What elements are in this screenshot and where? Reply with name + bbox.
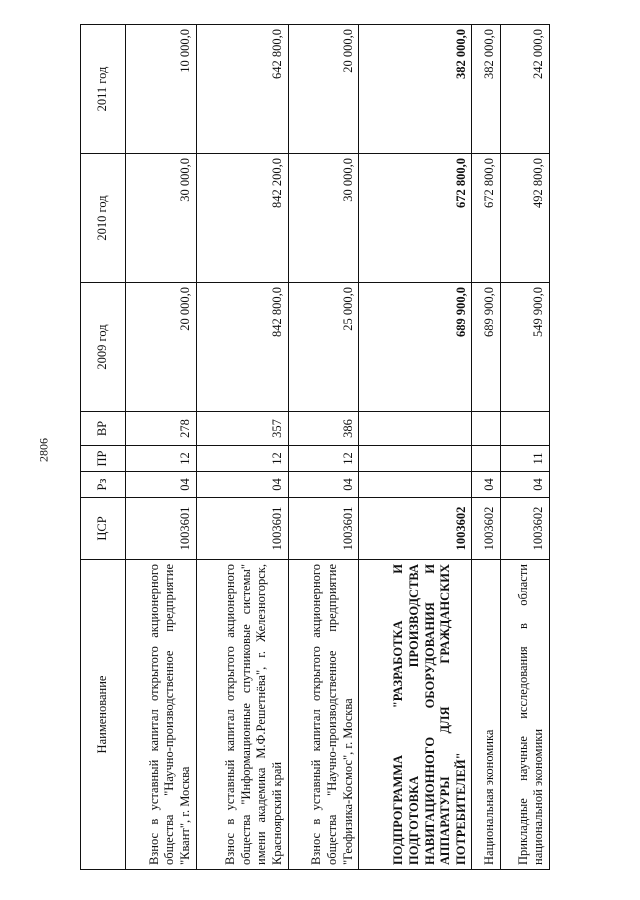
row-vr: 357: [196, 412, 288, 446]
row-2010: 492 800,0: [500, 154, 549, 283]
row-name: Взнос в уставный капитал открытого акционерного общества "Научно-производственное предприятие "Геофизика-Космос", г. Москва: [288, 560, 359, 870]
row-vr: 386: [288, 412, 359, 446]
budget-table: [80, 24, 550, 870]
row-name: Прикладные научные исследования в области национальной экономики: [500, 560, 549, 870]
header-name: Наименование: [81, 560, 126, 870]
row-pr: 11: [500, 446, 549, 472]
row-2009: 25 000,0: [288, 283, 359, 412]
row-pr: 12: [196, 446, 288, 472]
row-2010: 30 000,0: [126, 154, 197, 283]
budget-table-wrapper: [80, 25, 550, 870]
page-number: 2806: [36, 438, 51, 462]
row-csr: 1003601: [126, 498, 197, 560]
row-2011: 20 000,0: [288, 25, 359, 154]
row-2009: 689 900,0: [359, 283, 472, 412]
row-name: Взнос в уставный капитал открытого акционерного общества "Информационные спутниковые системы" имени академика М.Ф.Решетнёва", г. Железногорск, Красноярский край: [196, 560, 288, 870]
row-rz: 04: [196, 472, 288, 498]
row-name: ПОДПРОГРАММА "РАЗРАБОТКА И ПОДГОТОВКА ПРОИЗВОДСТВА НАВИГАЦИОННОГО ОБОРУДОВАНИЯ И АППАРАТУРЫ ДЛЯ ГРАЖДАНСКИХ ПОТРЕБИТЕЛЕЙ": [359, 560, 472, 870]
header-2009: 2009 год: [81, 283, 126, 412]
table-row: [472, 25, 500, 870]
row-rz: 04: [500, 472, 549, 498]
row-name: Взнос в уставный капитал открытого акционерного общества "Научно-производственное предприятие "Квант", г. Москва: [126, 560, 197, 870]
row-2009: 549 900,0: [500, 283, 549, 412]
row-csr: 1003602: [359, 498, 472, 560]
row-vr: 278: [126, 412, 197, 446]
row-2009: 20 000,0: [126, 283, 197, 412]
row-2011: 382 000,0: [472, 25, 500, 154]
row-2010: 672 800,0: [472, 154, 500, 283]
row-csr: 1003602: [472, 498, 500, 560]
table-row: [288, 25, 359, 870]
row-rz: [359, 472, 472, 498]
row-csr: 1003602: [500, 498, 549, 560]
header-vr: ВР: [81, 412, 126, 446]
row-rz: 04: [288, 472, 359, 498]
row-2011: 382 000,0: [359, 25, 472, 154]
row-name: Национальная экономика: [472, 560, 500, 870]
row-rz: 04: [126, 472, 197, 498]
row-pr: 12: [288, 446, 359, 472]
row-vr: [472, 412, 500, 446]
row-2010: 672 800,0: [359, 154, 472, 283]
row-pr: [472, 446, 500, 472]
row-2011: 242 000,0: [500, 25, 549, 154]
row-vr: [500, 412, 549, 446]
table-row: [126, 25, 197, 870]
header-pr: ПР: [81, 446, 126, 472]
row-pr: [359, 446, 472, 472]
row-2011: 10 000,0: [126, 25, 197, 154]
row-2011: 642 800,0: [196, 25, 288, 154]
header-2010: 2010 год: [81, 154, 126, 283]
row-rz: 04: [472, 472, 500, 498]
table-row-subprogram: [359, 25, 472, 870]
row-2010: 842 200,0: [196, 154, 288, 283]
row-pr: 12: [126, 446, 197, 472]
table-header-row: [81, 25, 126, 870]
header-csr: ЦСР: [81, 498, 126, 560]
row-2010: 30 000,0: [288, 154, 359, 283]
row-vr: [359, 412, 472, 446]
row-csr: 1003601: [288, 498, 359, 560]
header-2011: 2011 год: [81, 25, 126, 154]
table-row: [196, 25, 288, 870]
table-row: [500, 25, 549, 870]
header-rz: Рз: [81, 472, 126, 498]
row-csr: 1003601: [196, 498, 288, 560]
row-2009: 689 900,0: [472, 283, 500, 412]
row-2009: 842 800,0: [196, 283, 288, 412]
